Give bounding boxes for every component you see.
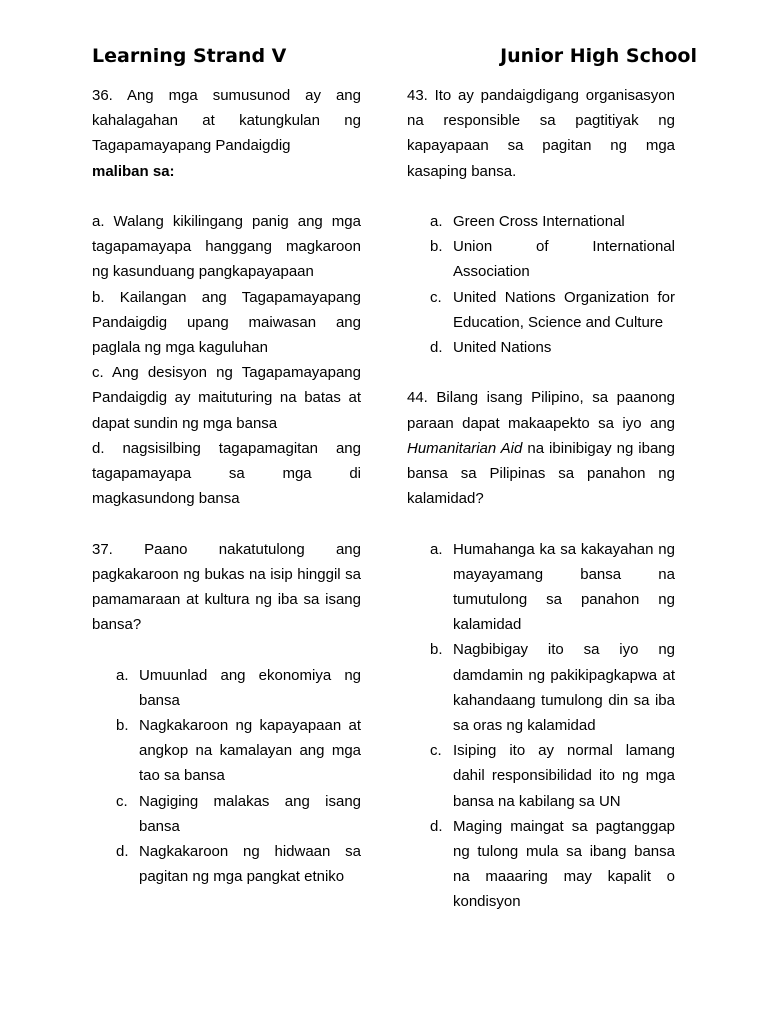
choice-text: Nagkakaroon ng hidwaan sa pagitan ng mga pangkat etniko: [139, 843, 361, 886]
question-44-stem-text: 44. Bilang isang Pilipino, sa paanong paraan dapat makaapekto sa iyo ang: [407, 389, 675, 432]
question-43-stem: 43. Ito ay pandaigdigang organisasyon na responsible sa pagtitiyak ng kapayapaan sa pagitan ng mga kasaping bansa.: [407, 87, 675, 180]
question-36: [92, 83, 361, 511]
question-44: [407, 385, 675, 914]
question-37-stem: 37. Paano nakatutulong ang pagkakaroon ng bukas na isip hinggil sa pamamaraan at kultura ng iba sa isang bansa?: [92, 540, 361, 634]
question-37-choice-b: [92, 713, 361, 789]
choice-letter: b.: [430, 641, 443, 659]
choice-text: Nagkakaroon ng kapayapaan at angkop na kamalayan ang mga tao sa bansa: [139, 717, 361, 785]
learning-strand-title: Learning Strand V: [92, 45, 287, 67]
choice-letter: b.: [430, 238, 443, 256]
question-44-choice-d: [407, 814, 675, 915]
question-36-choice-c: c. Ang desisyon ng Tagapamayapang Pandaigdig ay maituturing na batas at dapat sundin ng mga bansa: [92, 364, 361, 432]
choice-text: Humahanga ka sa kakayahan ng mayayamang bansa na tumutulong sa panahon ng kalamidad: [453, 540, 675, 634]
choice-letter: d.: [430, 339, 443, 357]
choice-text: Union of International Association: [453, 238, 675, 281]
choice-letter: a.: [430, 213, 443, 230]
question-36-choice-a: a. Walang kikilingang panig ang mga tagapamayapa hanggang magkaroon ng kasunduang pangkapayapaan: [92, 213, 361, 281]
choice-text: Isiping ito ay normal lamang dahil responsibilidad ito ng mga bansa na kabilang sa UN: [453, 742, 675, 810]
question-43-choice-c: [407, 285, 675, 335]
choice-letter: d.: [430, 817, 443, 835]
question-43-choice-d: [407, 335, 675, 360]
question-36-stem: [92, 83, 361, 184]
question-43: [407, 83, 675, 360]
choice-letter: c.: [430, 742, 442, 760]
choice-letter: c.: [430, 288, 442, 306]
choice-letter: d.: [116, 843, 129, 861]
choice-text: Nagbibigay ito sa iyo ng damdamin ng pakikipagkapwa at kahandaang tumulong din sa iba sa oras ng kalamidad: [453, 641, 675, 735]
question-43-choices: [407, 209, 675, 360]
choice-text: Umuunlad ang ekonomiya ng bansa: [139, 666, 361, 709]
question-44-stem-italic: Humanitarian Aid: [407, 439, 523, 457]
question-44-choice-c: [407, 738, 675, 814]
choice-text: Maging maingat sa pagtanggap ng tulong mula sa ibang bansa na maaaring may kapalit o kondisyon: [453, 817, 675, 911]
question-44-choice-b: [407, 637, 675, 738]
question-37-choice-c: [92, 789, 361, 839]
question-36-stem-text: 36. Ang mga sumusunod ay ang kahalagahan at katungkulan ng Tagapamayapang Pandaigdig: [92, 87, 361, 155]
left-column: [92, 83, 361, 889]
question-43-choice-b: [407, 234, 675, 284]
question-37-choices: [92, 663, 361, 890]
choice-letter: b.: [116, 717, 129, 735]
right-column: [407, 83, 675, 915]
choice-text: Green Cross International: [453, 213, 625, 230]
choice-text: United Nations Organization for Education, Science and Culture: [453, 288, 675, 331]
question-36-choice-d: d. nagsisilbing tagapamagitan ang tagapamayapa sa mga di magkasundong bansa: [92, 439, 361, 508]
choice-text: United Nations: [453, 339, 552, 357]
school-level-title: Junior High School: [500, 45, 697, 67]
question-36-stem-emphasis: maliban sa:: [92, 162, 175, 180]
question-37: [92, 537, 361, 890]
choice-letter: c.: [116, 792, 128, 810]
question-44-stem-text-end: na ibinibigay ng ibang bansa sa Pilipinas sa panahon ng kalamidad?: [407, 439, 675, 508]
page-header: [92, 42, 697, 70]
question-44-stem: [407, 385, 675, 511]
question-44-choices: [407, 537, 675, 915]
question-37-choice-d: [92, 839, 361, 889]
choice-text: Nagiging malakas ang isang bansa: [139, 792, 361, 835]
question-43-choice-a: [407, 209, 675, 234]
question-36-choice-b: b. Kailangan ang Tagapamayapang Pandaigdig upang maiwasan ang paglala ng mga kaguluhan: [92, 288, 361, 357]
choice-letter: a.: [430, 540, 443, 558]
question-37-choice-a: [92, 663, 361, 713]
question-44-choice-a: [407, 537, 675, 638]
choice-letter: a.: [116, 666, 129, 684]
